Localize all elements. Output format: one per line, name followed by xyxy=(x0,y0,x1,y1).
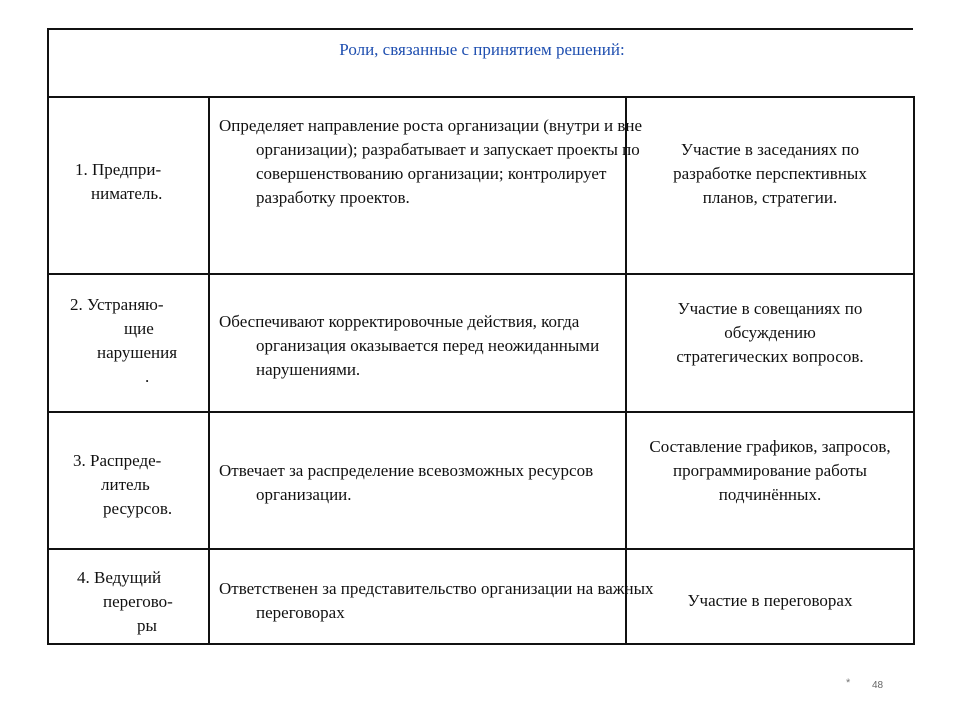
role-cell xyxy=(49,550,208,645)
role-line: 2. Устраняю- xyxy=(70,295,164,314)
responsibility-cell xyxy=(208,98,643,273)
role-line: 3. Распреде- xyxy=(73,451,162,470)
participation-cell xyxy=(627,413,915,548)
table-row xyxy=(49,98,915,275)
role-line: щие xyxy=(124,319,154,338)
table-row xyxy=(49,275,915,413)
responsibility-cell xyxy=(208,275,627,411)
participation-cell xyxy=(627,98,915,273)
table-title-row xyxy=(49,30,915,98)
role-line: 1. Предпри- xyxy=(75,160,162,179)
responsibility-text: Отвечает за распределение всевозможных ресурсов организации. xyxy=(219,461,594,504)
participation-text: Участие в заседаниях по разработке перспективных планов, стратегии. xyxy=(673,140,867,207)
responsibility-cell xyxy=(208,413,627,548)
role-line: 4. Ведущий xyxy=(77,568,162,587)
responsibility-text: Обеспечивают корректировочные действия, когда организация оказывается перед неожиданными нарушениями. xyxy=(219,312,600,379)
role-line: нарушения xyxy=(97,343,178,362)
responsibility-cell xyxy=(208,550,654,645)
participation-text: Составление графиков, запросов, программирование работы подчинённых. xyxy=(649,437,891,504)
roles-table xyxy=(47,28,913,645)
role-line: ры xyxy=(137,616,157,635)
role-cell xyxy=(49,98,208,273)
table-row xyxy=(49,413,915,550)
responsibility-text: Определяет направление роста организации (внутри и вне организации); разрабатывает и запускает проекты по совершенствованию организации; контролирует разработку проектов. xyxy=(219,116,643,207)
participation-text: Участие в переговорах xyxy=(687,591,853,610)
page-number: 48 xyxy=(872,680,884,691)
table-row xyxy=(49,550,915,645)
participation-cell xyxy=(627,275,915,411)
responsibility-text: Ответственен за представительство организации на важных переговорах xyxy=(219,579,654,622)
role-line: . xyxy=(145,367,150,386)
role-line: ресурсов. xyxy=(103,499,173,518)
role-cell xyxy=(49,275,208,411)
role-line: ниматель. xyxy=(91,184,163,203)
participation-cell xyxy=(627,550,915,645)
participation-text: Участие в совещаниях по обсуждению стратегических вопросов. xyxy=(676,299,864,366)
role-cell xyxy=(49,413,208,548)
footer-marker: * xyxy=(846,677,851,689)
role-line: литель xyxy=(101,475,150,494)
role-line: перегово- xyxy=(103,592,173,611)
table-title: Роли, связанные с принятием решений: xyxy=(339,40,625,59)
